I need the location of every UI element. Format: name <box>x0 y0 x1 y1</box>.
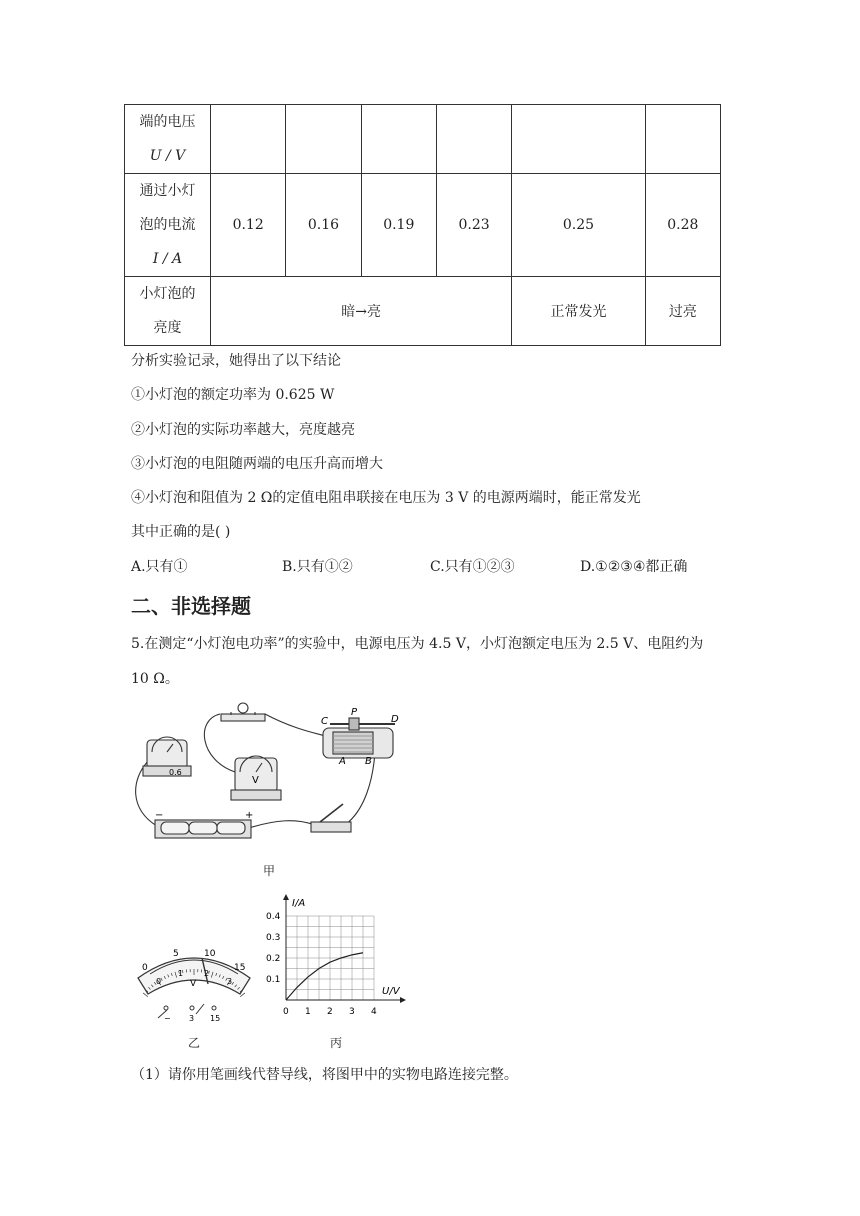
y-tick-label: 0.4 <box>266 912 281 922</box>
analysis-intro: 分析实验记录，她得出了以下结论 <box>131 353 341 369</box>
x-tick-label: 3 <box>349 1007 355 1017</box>
current-cell: 0.12 <box>211 174 286 277</box>
terminal-3: 3 <box>189 1014 195 1023</box>
label-d: D <box>391 714 399 725</box>
y-tick-label: 0.2 <box>266 954 281 964</box>
current-cell: 0.28 <box>645 174 720 277</box>
voltmeter-symbol: V <box>252 775 259 786</box>
dial-unit: V <box>190 979 197 989</box>
brightness-row-header: 小灯泡的 亮度 <box>125 277 211 346</box>
section-title: 二、非选择题 <box>131 594 251 618</box>
conclusion-3: ③小灯泡的电阻随两端的电压升高而增大 <box>131 456 383 472</box>
dial-top-5: 5 <box>173 949 179 959</box>
current-cell: 0.25 <box>512 174 645 277</box>
y-tick-label: 0.1 <box>266 975 281 985</box>
x-axis-label: U/V <box>382 986 400 997</box>
iu-graph <box>262 894 412 1020</box>
question-stem: 其中正确的是( ) <box>131 524 231 540</box>
experiment-table <box>124 104 721 346</box>
voltmeter-dial-figure <box>134 940 254 1025</box>
voltage-row-header: 端的电压 U / V <box>125 105 211 174</box>
x-tick-label: 2 <box>327 1007 333 1017</box>
option-b: B.只有①② <box>282 559 353 575</box>
option-a: A.只有① <box>131 559 188 575</box>
brightness-dim-to-bright: 暗→亮 <box>211 277 512 346</box>
dial-top-10: 10 <box>204 949 216 959</box>
option-c: C.只有①②③ <box>430 559 515 575</box>
terminal-15: 15 <box>210 1014 221 1023</box>
q5-sub-1: （1）请你用笔画线代替导线，将图甲中的实物电路连接完整。 <box>131 1067 518 1083</box>
label-p: P <box>351 707 358 718</box>
conclusion-1: ①小灯泡的额定功率为 0.625 W <box>131 387 335 403</box>
caption-bing: 丙 <box>330 1036 343 1050</box>
conclusion-2: ②小灯泡的实际功率越大，亮度越亮 <box>131 422 355 438</box>
brightness-too-bright: 过亮 <box>645 277 720 346</box>
dial-bottom-1: 1 <box>178 969 184 978</box>
ammeter-terminal-label: 0.6 <box>169 768 182 777</box>
current-cell: 0.19 <box>361 174 436 277</box>
current-cell: 0.23 <box>436 174 511 277</box>
y-axis-label: I/A <box>292 898 306 909</box>
battery-minus: − <box>155 810 164 821</box>
dial-top-0: 0 <box>142 963 148 973</box>
dial-bottom-0: 0 <box>156 977 162 986</box>
q5-line-1: 5.在测定“小灯泡电功率”的实验中，电源电压为 4.5 V，小灯泡额定电压为 2.5 V、电阻约为 <box>131 636 704 652</box>
conclusion-4: ④小灯泡和阻值为 2 Ω的定值电阻串联接在电压为 3 V 的电源两端时，能正常发光 <box>131 490 641 506</box>
option-d: D.①②③④都正确 <box>580 559 688 575</box>
caption-yi: 乙 <box>188 1036 201 1050</box>
caption-jia: 甲 <box>263 864 276 878</box>
label-c: C <box>321 716 328 727</box>
y-tick-label: 0.3 <box>266 933 281 943</box>
terminal-minus: − <box>164 1014 171 1023</box>
x-tick-label: 0 <box>283 1007 289 1017</box>
current-row-header: 通过小灯 泡的电流 I / A <box>125 174 211 277</box>
battery-plus: + <box>245 810 254 821</box>
current-cell: 0.16 <box>286 174 361 277</box>
q5-line-2: 10 Ω。 <box>131 671 179 687</box>
label-a: A <box>339 756 346 767</box>
x-tick-label: 1 <box>305 1007 311 1017</box>
x-tick-label: 4 <box>371 1007 377 1017</box>
dial-top-15: 15 <box>234 963 246 973</box>
circuit-figure <box>125 700 425 850</box>
dial-bottom-2: 2 <box>204 969 210 978</box>
dial-bottom-3: 3 <box>227 977 233 986</box>
label-b: B <box>365 756 372 767</box>
brightness-normal: 正常发光 <box>512 277 645 346</box>
iu-curve <box>286 953 363 1000</box>
